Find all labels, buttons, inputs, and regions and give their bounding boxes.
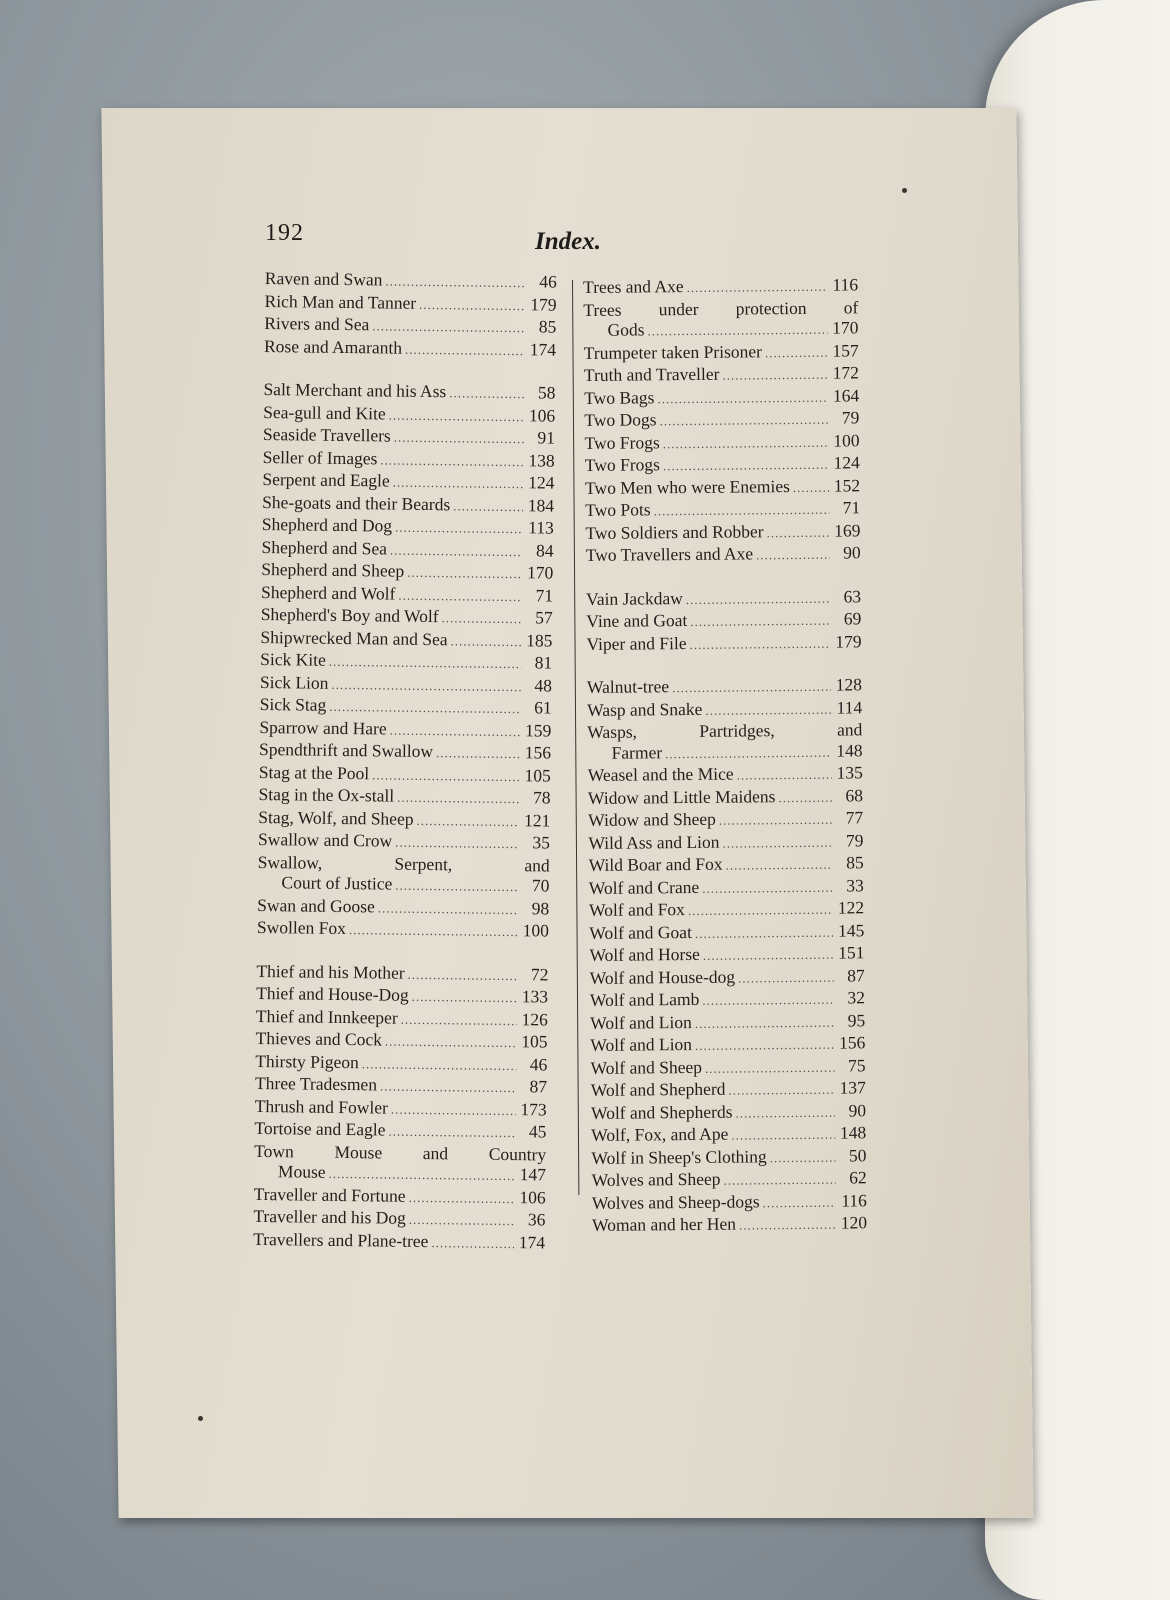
entry-page-number: 48 [534,674,553,696]
entry-page-number: 72 [530,963,549,985]
running-title: Index. [535,228,601,255]
paper-speck [198,1416,203,1421]
dot-leader [654,500,830,522]
entry-page-number: 122 [837,897,865,918]
dot-leader [686,588,830,610]
dot-leader [390,720,521,742]
dot-leader [738,967,834,988]
entry-page-number: 106 [519,1186,546,1207]
dot-leader [394,428,524,450]
dot-leader [702,990,834,1012]
entry-page-number: 116 [841,1189,867,1211]
index-column-left [253,268,557,1254]
dot-leader [703,945,834,967]
entry-page-number: 173 [520,1098,547,1120]
entry-title: Traveller and Fortune [253,1183,406,1206]
entry-title: Wolf and Lion [590,1011,692,1033]
index-entry [590,1055,865,1080]
entry-page-number: 114 [836,696,863,718]
entry-title: Shepherd and Sheep [261,558,405,581]
entry-title: Shepherd and Dog [261,513,393,536]
entry-page-number: 138 [528,449,555,471]
index-entry [591,1122,866,1147]
entry-title: Thief and his Mother [256,960,405,983]
dot-leader [719,810,833,832]
entry-title: Shipwrecked Man and Sea [260,626,448,649]
entry-page-number: 156 [839,1032,866,1053]
index-entry [257,851,550,898]
index-entry [253,1228,545,1254]
entry-title-continuation: Gods [607,319,645,340]
entry-title: Wolf, Fox, and Ape [591,1123,729,1145]
dot-leader [405,339,525,361]
entry-page-number: 174 [529,338,557,360]
entry-continuation-line [587,740,862,765]
entry-page-number: 159 [525,719,552,741]
dot-leader [385,271,526,293]
entry-title: Wolf and Crane [588,876,700,898]
dot-leader [686,277,827,299]
entry-title: Seaside Travellers [262,423,391,446]
dot-leader [722,365,828,387]
index-entry [586,586,861,611]
entry-title: Sick Stag [259,693,327,715]
dot-leader [416,810,519,832]
dot-leader [441,608,521,629]
entry-page-number: 75 [847,1054,866,1075]
entry-page-number: 81 [534,652,553,673]
index-column-right [583,274,867,1237]
dot-leader [689,633,830,655]
entry-title: Two Travellers and Axe [585,543,754,565]
dot-leader [397,788,520,810]
entry-page-number: 46 [539,271,557,292]
index-entry [589,942,864,967]
entry-title: Vine and Goat [586,610,688,631]
index-entry [584,340,859,365]
dot-leader [756,545,830,566]
dot-leader [393,473,524,495]
dot-leader [665,742,832,764]
entry-page-number: 71 [842,497,861,518]
entry-page-number: 145 [837,919,865,941]
entry-title: Stag in the Ox-stall [258,783,395,806]
dot-leader [657,387,828,409]
entry-page-number: 121 [523,809,551,831]
dot-leader [380,1076,516,1098]
dot-leader [391,1099,516,1121]
dot-leader [722,832,832,854]
entry-title: Wolf and Horse [589,943,700,965]
entry-page-number: 128 [835,674,863,695]
entry-title: Two Frogs [584,431,660,453]
entry-title: Vain Jackdaw [585,587,683,609]
entry-page-number: 152 [833,474,861,496]
entry-title: Sick Lion [259,671,329,693]
entry-title: Wasps, Partridges, and [587,719,863,742]
index-entry [584,407,859,432]
dot-leader [380,450,524,472]
dot-leader [739,1215,836,1236]
entry-title: Wolf and Fox [588,899,685,920]
entry-page-number: 61 [534,697,552,718]
entry-page-number: 124 [833,452,860,473]
dot-leader [398,585,522,607]
section-break [586,565,861,589]
entry-title: Raven and Swan [264,268,383,290]
entry-page-number: 91 [537,427,556,448]
dot-leader [688,900,833,922]
entry-page-number: 57 [535,607,553,628]
entry-page-number: 70 [531,875,550,896]
dot-leader [647,320,827,342]
entry-page-number: 113 [528,517,554,538]
dot-leader [672,677,831,699]
entry-page-number: 164 [832,384,860,406]
dot-leader [765,342,828,363]
entry-title: Two Frogs [584,454,661,475]
dot-leader [412,987,518,1009]
entry-title: Rose and Amaranth [263,335,403,358]
index-entry [588,762,863,787]
dot-leader [390,540,523,562]
entry-page-number: 90 [843,542,861,563]
index-entry [583,297,858,343]
dot-leader [763,1192,836,1213]
dot-leader [372,765,520,787]
dot-leader [702,877,833,899]
entry-page-number: 69 [843,608,862,629]
entry-page-number: 98 [531,897,550,919]
entry-title: Shepherd and Wolf [260,581,396,604]
entry-page-number: 68 [845,784,864,806]
index-entry [584,385,859,410]
entry-title: Widow and Sheep [588,808,716,830]
index-entry [583,274,858,299]
dot-leader [331,674,521,697]
entry-title: Trumpeter taken Prisoner [583,340,763,363]
entry-title: Swollen Fox [256,916,347,939]
entry-title: Trees and Axe [583,276,684,297]
entry-title: Stag at the Pool [258,761,370,783]
entry-page-number: 32 [847,987,866,1008]
entry-title: Wolf and Sheep [590,1056,703,1078]
index-entry [589,897,864,922]
entry-title: Truth and Traveller [583,363,720,385]
index-entry [590,1010,865,1035]
entry-page-number: 90 [848,1099,867,1120]
dot-leader [407,563,522,585]
entry-page-number: 137 [839,1077,866,1098]
entry-page-number: 78 [532,787,551,808]
entry-page-number: 45 [528,1121,547,1142]
entry-page-number: 156 [524,742,552,763]
dot-leader [328,1164,515,1187]
entry-title: Swallow, Serpent, and [257,851,550,876]
entry-page-number: 36 [527,1209,546,1230]
entry-page-number: 87 [529,1076,548,1097]
entry-page-number: 46 [529,1053,548,1075]
entry-page-number: 124 [528,472,555,493]
entry-title: Wasp and Snake [587,698,703,720]
index-entry [592,1212,867,1237]
entry-page-number: 71 [535,584,554,606]
entry-title: Salt Merchant and his Ass [263,378,447,402]
dot-leader [407,964,517,986]
entry-page-number: 148 [836,739,863,761]
entry-title: Stag, Wolf, and Sheep [258,806,414,829]
index-entry [586,631,861,656]
dot-leader [431,1233,514,1255]
dot-leader [695,922,834,944]
entry-title: Walnut-tree [586,676,670,697]
entry-page-number: 35 [532,832,551,853]
entry-page-number: 184 [527,494,555,516]
dot-leader [329,652,522,675]
section-break [587,653,862,677]
entry-title: Rich Man and Tanner [264,290,417,313]
entry-page-number: 151 [838,942,865,963]
dot-leader [389,405,525,427]
index-entry [585,497,860,522]
entry-title: Wolf and Lamb [589,988,700,1010]
index-entry [592,1167,867,1192]
entry-title: Sparrow and Hare [259,716,387,739]
dot-leader [395,876,518,898]
entry-page-number: 170 [526,562,554,583]
entry-title: Two Dogs [584,409,657,430]
entry-title: Sick Kite [260,648,326,670]
entry-title: Tortoise and Eagle [254,1117,386,1140]
index-entry [592,1190,867,1215]
entry-page-number: 172 [832,362,860,383]
dot-leader [728,1080,835,1102]
page-number: 192 [265,220,304,246]
entry-page-number: 100 [522,920,550,941]
index-entry [585,452,860,477]
dot-leader [378,898,519,920]
entry-page-number: 63 [843,585,862,607]
dot-leader [408,1187,514,1209]
index-entry [585,520,860,545]
book-page [101,108,1033,1518]
entry-title: Thrush and Fowler [254,1095,389,1118]
entry-page-number: 106 [528,404,556,426]
dot-leader [705,1057,835,1079]
entry-page-number: 77 [845,807,864,828]
entry-page-number: 62 [849,1167,867,1188]
entry-page-number: 185 [526,629,553,651]
index-entry [584,362,859,387]
dot-leader [737,765,832,786]
entry-page-number: 179 [835,630,862,652]
dot-leader [767,522,830,543]
entry-title: Spendthrift and Swallow [259,738,434,762]
dot-leader [450,631,521,652]
entry-title: Woman and her Hen [592,1213,737,1235]
entry-page-number: 133 [521,986,549,1007]
entry-title: Widow and Little Maidens [587,785,776,808]
entry-page-number: 33 [846,874,864,895]
index-entry [588,807,863,832]
dot-leader [329,697,521,720]
entry-page-number: 58 [537,382,556,403]
entry-title: Wolf and Lion [590,1033,693,1055]
dot-leader [349,920,518,943]
dot-leader [453,496,523,517]
entry-title: Three Tradesmen [254,1072,378,1095]
dot-leader [659,410,828,432]
dot-leader [778,787,832,808]
index-entry [254,1140,547,1187]
entry-title: Thief and House-Dog [256,982,409,1005]
dot-leader [388,1122,515,1144]
entry-title-continuation: Farmer [611,741,663,763]
index-entry [591,1100,866,1125]
entry-page-number: 79 [841,407,860,428]
entry-page-number: 85 [846,852,864,873]
entry-title: Two Soldiers and Robber [585,520,764,543]
entry-title: Wolf and Goat [589,921,692,943]
index-entry [584,430,859,455]
entry-title: Two Men who were Enemies [584,475,790,498]
entry-title: Wolves and Sheep [591,1168,721,1190]
entry-title-continuation: Mouse [277,1161,326,1182]
entry-title: Wolf and House-dog [589,966,736,988]
dot-leader [362,1054,517,1076]
index-entry [590,965,865,990]
dot-leader [770,1147,836,1168]
dot-leader [735,1102,835,1123]
entry-title: Wild Boar and Fox [588,853,723,875]
index-entry [589,875,864,900]
entry-title: Seller of Images [262,446,378,468]
entry-title: Thieves and Cock [255,1027,383,1050]
entry-page-number: 100 [833,429,860,451]
entry-title: Travellers and Plane-tree [253,1228,429,1251]
dot-leader [695,1012,835,1034]
entry-title: Thief and Innkeeper [255,1005,398,1028]
entry-page-number: 170 [832,317,859,338]
entry-title: Sea-gull and Kite [263,401,386,423]
index-entry [586,608,861,633]
dot-leader [690,611,830,633]
index-entry [588,830,863,855]
entry-page-number: 87 [847,964,865,985]
dot-leader [436,743,520,765]
entry-title: She-goats and their Beards [262,491,451,514]
entry-page-number: 116 [832,274,859,295]
dot-leader [793,477,829,498]
index-entry [586,542,861,567]
dot-leader [372,316,525,338]
entry-title: Town Mouse and Country [254,1140,547,1165]
entry-title: Wild Ass and Lion [588,831,720,853]
entry-page-number: 135 [836,762,863,783]
dot-leader [395,833,519,855]
dot-leader [419,294,526,316]
dot-leader [705,699,831,721]
dot-leader [385,1032,517,1054]
entry-page-number: 157 [832,339,859,361]
entry-title: Weasel and the Mice [587,763,734,785]
index-entry [587,674,862,699]
entry-title-continuation: Court of Justice [281,872,393,894]
entry-page-number: 105 [521,1031,548,1052]
entry-title: Shepherd and Sea [261,536,388,559]
entry-page-number: 84 [535,539,554,561]
dot-leader [409,1210,515,1232]
entry-page-number: 169 [834,519,861,541]
entry-title: Two Bags [584,386,655,408]
index-entry [589,920,864,945]
entry-page-number: 179 [530,293,557,315]
entry-page-number: 105 [524,764,551,786]
entry-title: Serpent and Eagle [262,468,390,491]
dot-leader [401,1009,517,1031]
dot-leader [723,1170,835,1192]
dot-leader [449,383,524,404]
index-entry [591,1145,866,1170]
entry-page-number: 120 [840,1212,868,1233]
dot-leader [725,855,832,877]
index-entry [588,785,863,810]
entry-title: Shepherd's Boy and Wolf [260,603,439,627]
dot-leader [663,455,829,477]
entry-title: Wolf in Sheep's Clothing [591,1145,767,1168]
entry-title: Wolves and Sheep-dogs [591,1190,760,1213]
dot-leader [395,518,523,540]
index-entry [587,719,862,765]
entry-title: Swallow and Crow [257,828,393,851]
index-entry [590,1032,865,1057]
index-entry [591,1077,866,1102]
dot-leader [663,432,829,454]
entry-title: Swan and Goose [257,894,375,916]
entry-page-number: 174 [518,1231,546,1252]
dot-leader [731,1125,835,1146]
entry-title: Trees under protection of [583,296,859,320]
entry-page-number: 148 [839,1122,867,1143]
entry-page-number: 50 [848,1144,867,1165]
entry-title: Traveller and his Dog [253,1205,406,1228]
entry-page-number: 126 [521,1008,548,1030]
entry-page-number: 79 [845,829,864,851]
entry-continuation-line [583,317,858,342]
entry-title: Wolf and Shepherds [590,1101,733,1123]
dot-leader [695,1035,835,1057]
paper-speck [902,188,907,193]
entry-page-number: 147 [519,1164,547,1185]
index-entry [585,475,860,500]
entry-title: Wolf and Shepherd [590,1078,726,1100]
entry-page-number: 95 [847,1009,866,1030]
index-entry [589,852,864,877]
entry-page-number: 85 [538,316,557,337]
entry-title: Thirsty Pigeon [255,1050,359,1072]
index-entry [590,987,865,1012]
entry-title: Two Pots [585,499,651,520]
entry-title: Rivers and Sea [264,312,370,335]
entry-title: Viper and File [586,632,687,654]
index-entry [587,697,862,722]
